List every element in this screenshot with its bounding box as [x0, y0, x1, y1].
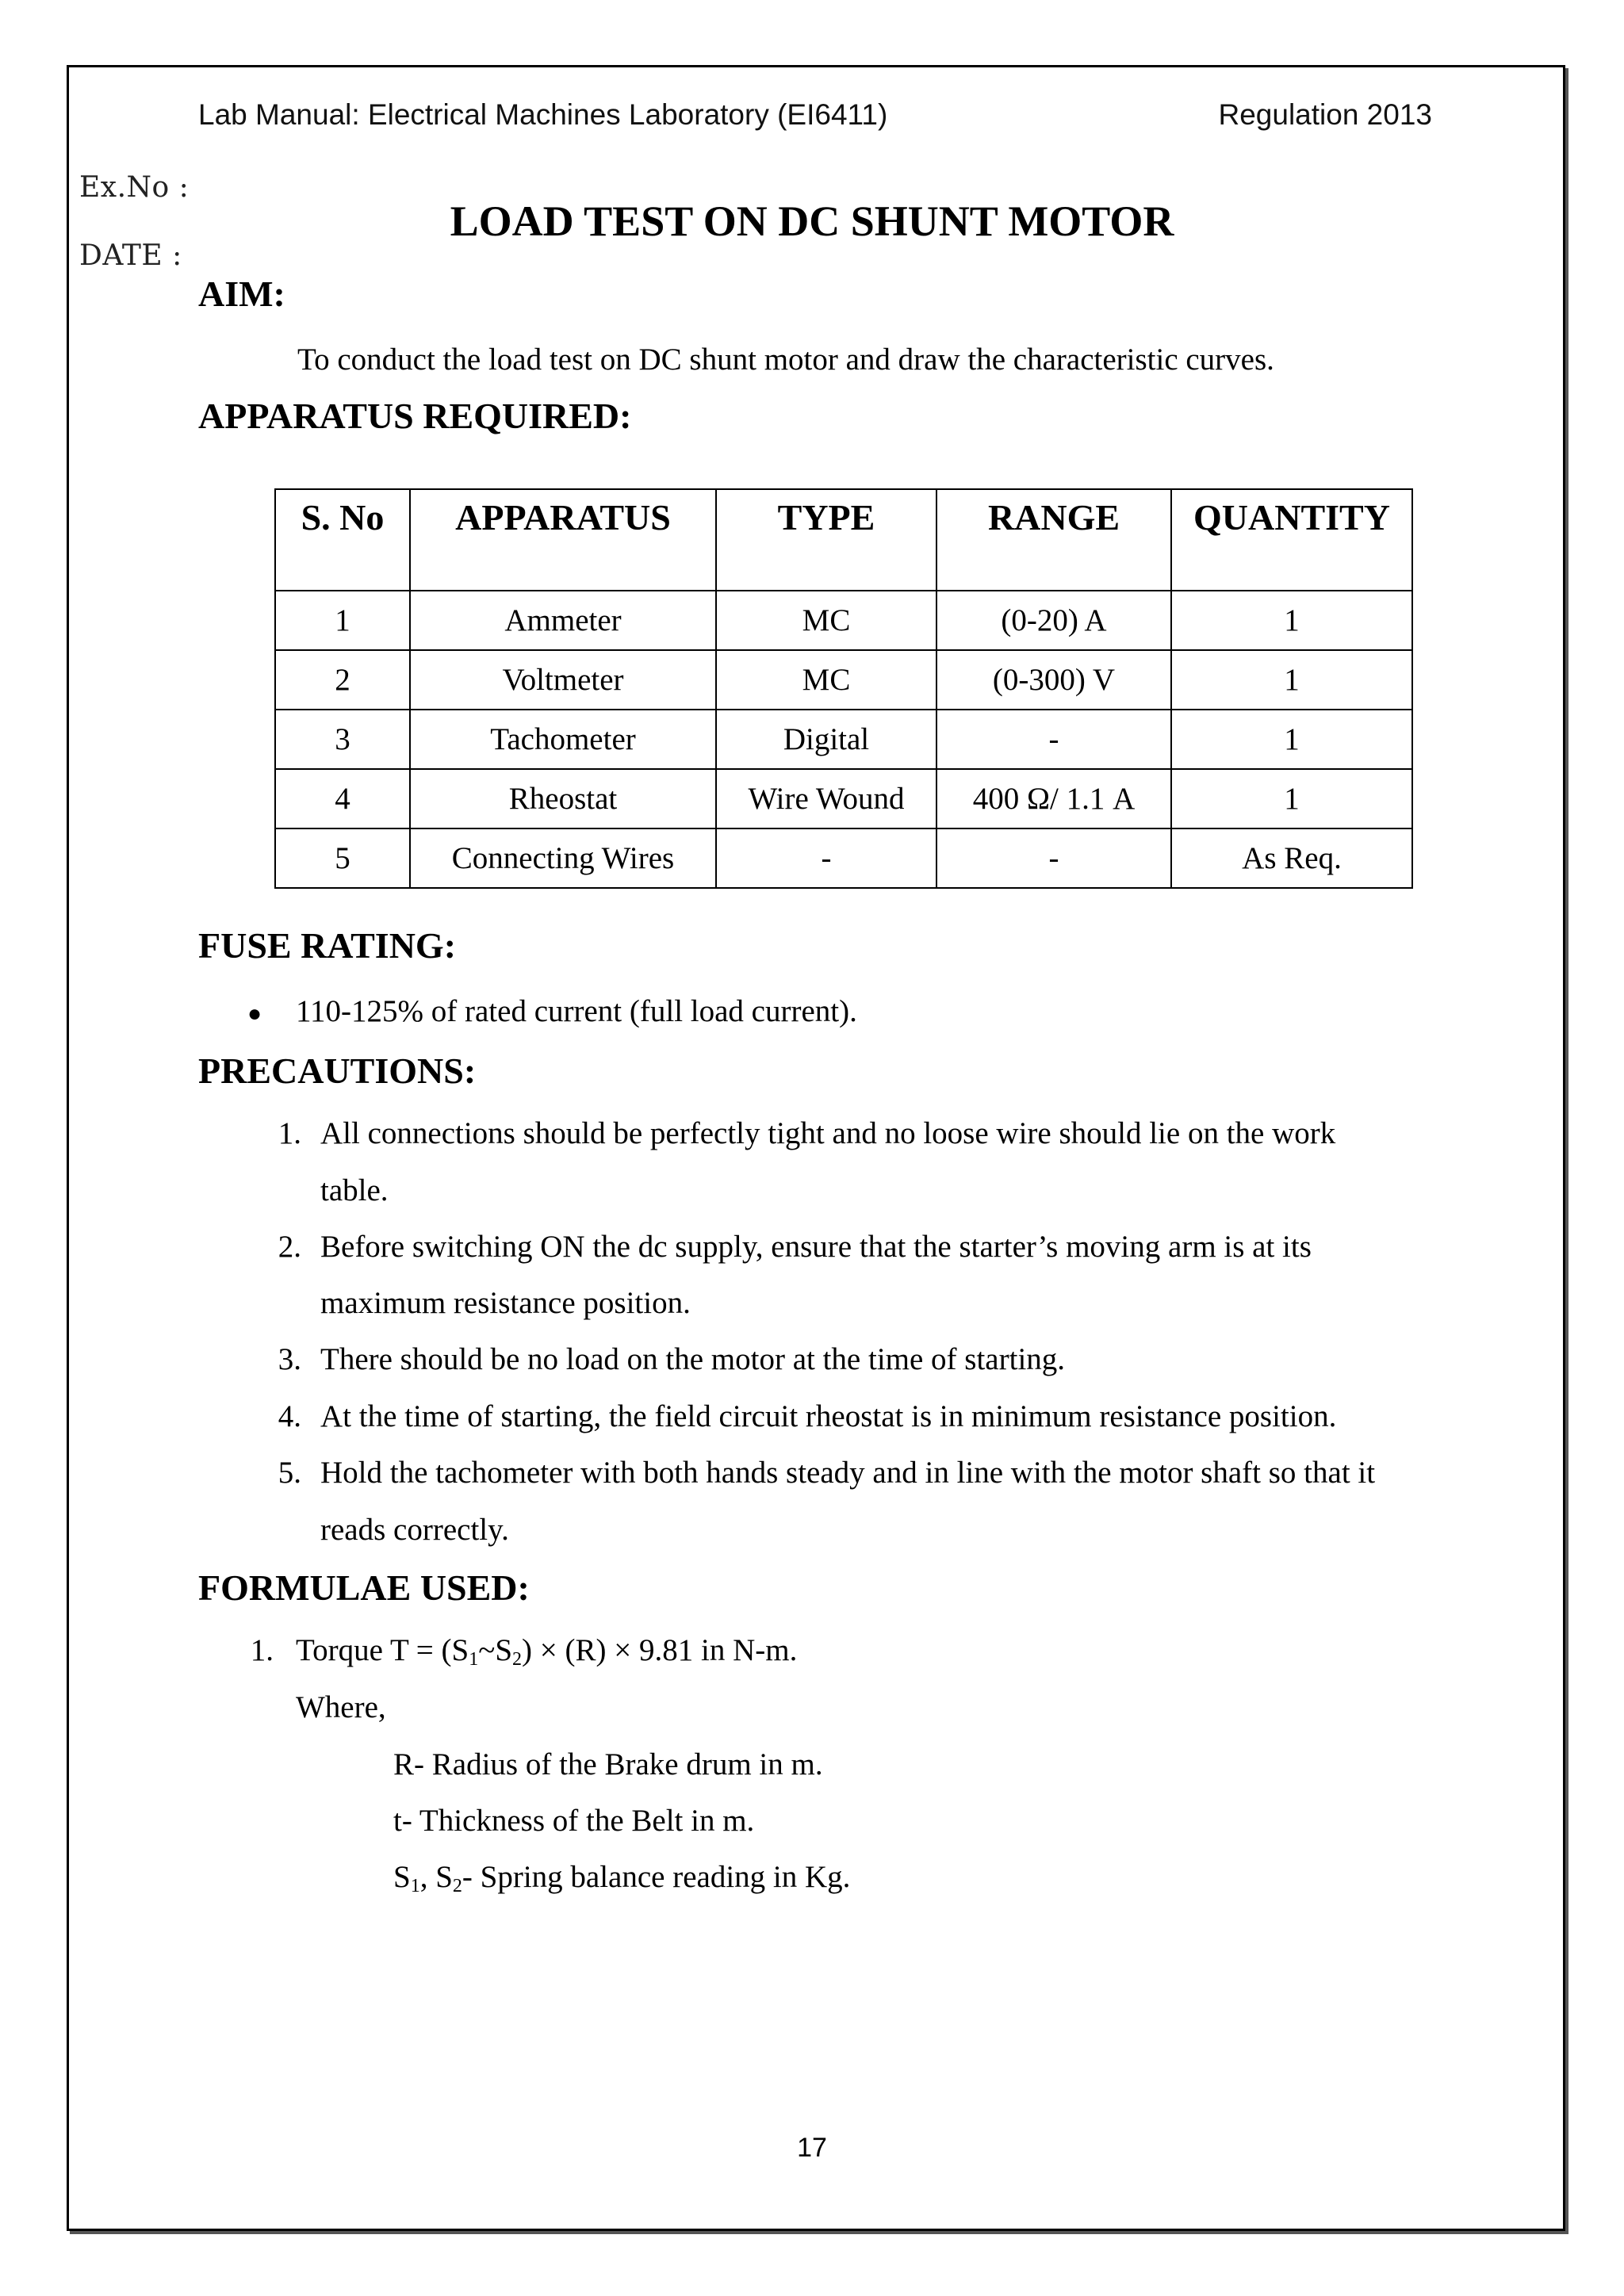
formula-number: 1. — [250, 1633, 274, 1667]
column-header: TYPE — [716, 489, 936, 591]
table-cell: - — [936, 828, 1171, 888]
table-cell: Voltmeter — [410, 650, 716, 710]
list-item-number: 2. — [278, 1230, 301, 1264]
table-cell: As Req. — [1171, 828, 1412, 888]
table-cell: 1 — [1171, 710, 1412, 769]
apparatus-heading: APPARATUS REQUIRED: — [198, 396, 632, 436]
table-cell: 1 — [1171, 650, 1412, 710]
list-item: Hold the tachometer with both hands steady and in line with the motor shaft so that it — [320, 1456, 1376, 1490]
table-header-row — [275, 489, 1412, 591]
list-item-number: 5. — [278, 1456, 301, 1490]
table-cell: (0-20) A — [936, 591, 1171, 650]
list-item: At the time of starting, the field circuit rheostat is in minimum resistance position. — [320, 1399, 1337, 1433]
where-label: Where, — [296, 1690, 386, 1724]
list-item: Before switching ON the dc supply, ensure that the starter’s moving arm is at its — [320, 1230, 1312, 1264]
list-item-number: 1. — [278, 1116, 301, 1150]
table-cell: Rheostat — [410, 769, 716, 828]
definition-r: R- Radius of the Brake drum in m. — [393, 1747, 823, 1781]
table-cell: 1 — [1171, 591, 1412, 650]
table-row — [275, 591, 1412, 650]
definition-s: $S_1$, $S_2-$ Spring balance reading in Kg. — [393, 1860, 851, 1896]
table-cell: - — [716, 828, 936, 888]
table-cell: 5 — [275, 828, 410, 888]
table-cell: 3 — [275, 710, 410, 769]
page-number: 17 — [797, 2133, 827, 2163]
table-cell: MC — [716, 591, 936, 650]
apparatus-table — [274, 488, 1413, 889]
list-item: There should be no load on the motor at the time of starting. — [320, 1342, 1066, 1376]
table-cell: 2 — [275, 650, 410, 710]
table-cell: Ammeter — [410, 591, 716, 650]
formulae-heading: FORMULAE USED: — [198, 1567, 530, 1608]
table-cell: Connecting Wires — [410, 828, 716, 888]
torque-formula: Torque $T = (S_1\sim S_2) \times (R) \times 9.81$ in N-m. — [296, 1633, 798, 1670]
table-row — [275, 828, 1412, 888]
list-item-number: 4. — [278, 1399, 301, 1433]
table-row — [275, 650, 1412, 710]
list-item: All connections should be perfectly tight and no loose wire should lie on the work — [320, 1116, 1336, 1150]
header-right: Regulation 2013 — [1218, 98, 1432, 131]
list-item-number: 3. — [278, 1342, 301, 1376]
list-item-continuation: reads correctly. — [320, 1513, 509, 1547]
table-cell: Tachometer — [410, 710, 716, 769]
definition-t: t- Thickness of the Belt in m. — [393, 1804, 755, 1838]
table-cell: 400 Ω/ 1.1 A — [936, 769, 1171, 828]
table-row — [275, 769, 1412, 828]
table-cell: 4 — [275, 769, 410, 828]
exno-label: Ex.No : — [79, 171, 190, 204]
list-item-continuation: table. — [320, 1173, 389, 1207]
aim-text: To conduct the load test on DC shunt motor and draw the characteristic curves. — [297, 342, 1274, 377]
table-cell: (0-300) V — [936, 650, 1171, 710]
table-row — [275, 710, 1412, 769]
column-header: QUANTITY — [1171, 489, 1412, 591]
header-left: Lab Manual: Electrical Machines Laboratory (EI6411) — [198, 98, 888, 131]
date-label: DATE : — [79, 239, 182, 272]
table-cell: 1 — [1171, 769, 1412, 828]
fuse-heading: FUSE RATING: — [198, 925, 457, 966]
table-cell: MC — [716, 650, 936, 710]
table-cell: - — [936, 710, 1171, 769]
aim-heading: AIM: — [198, 274, 285, 314]
column-header: S. No — [275, 489, 410, 591]
bullet-icon: ● — [247, 1001, 262, 1027]
table-cell: Digital — [716, 710, 936, 769]
table-cell: Wire Wound — [716, 769, 936, 828]
page-title: LOAD TEST ON DC SHUNT MOTOR — [450, 197, 1174, 245]
column-header: RANGE — [936, 489, 1171, 591]
precautions-heading: PRECAUTIONS: — [198, 1050, 477, 1091]
fuse-bullet-text: 110-125% of rated current (full load current). — [296, 994, 857, 1028]
column-header: APPARATUS — [410, 489, 716, 591]
table-cell: 1 — [275, 591, 410, 650]
list-item-continuation: maximum resistance position. — [320, 1286, 691, 1320]
